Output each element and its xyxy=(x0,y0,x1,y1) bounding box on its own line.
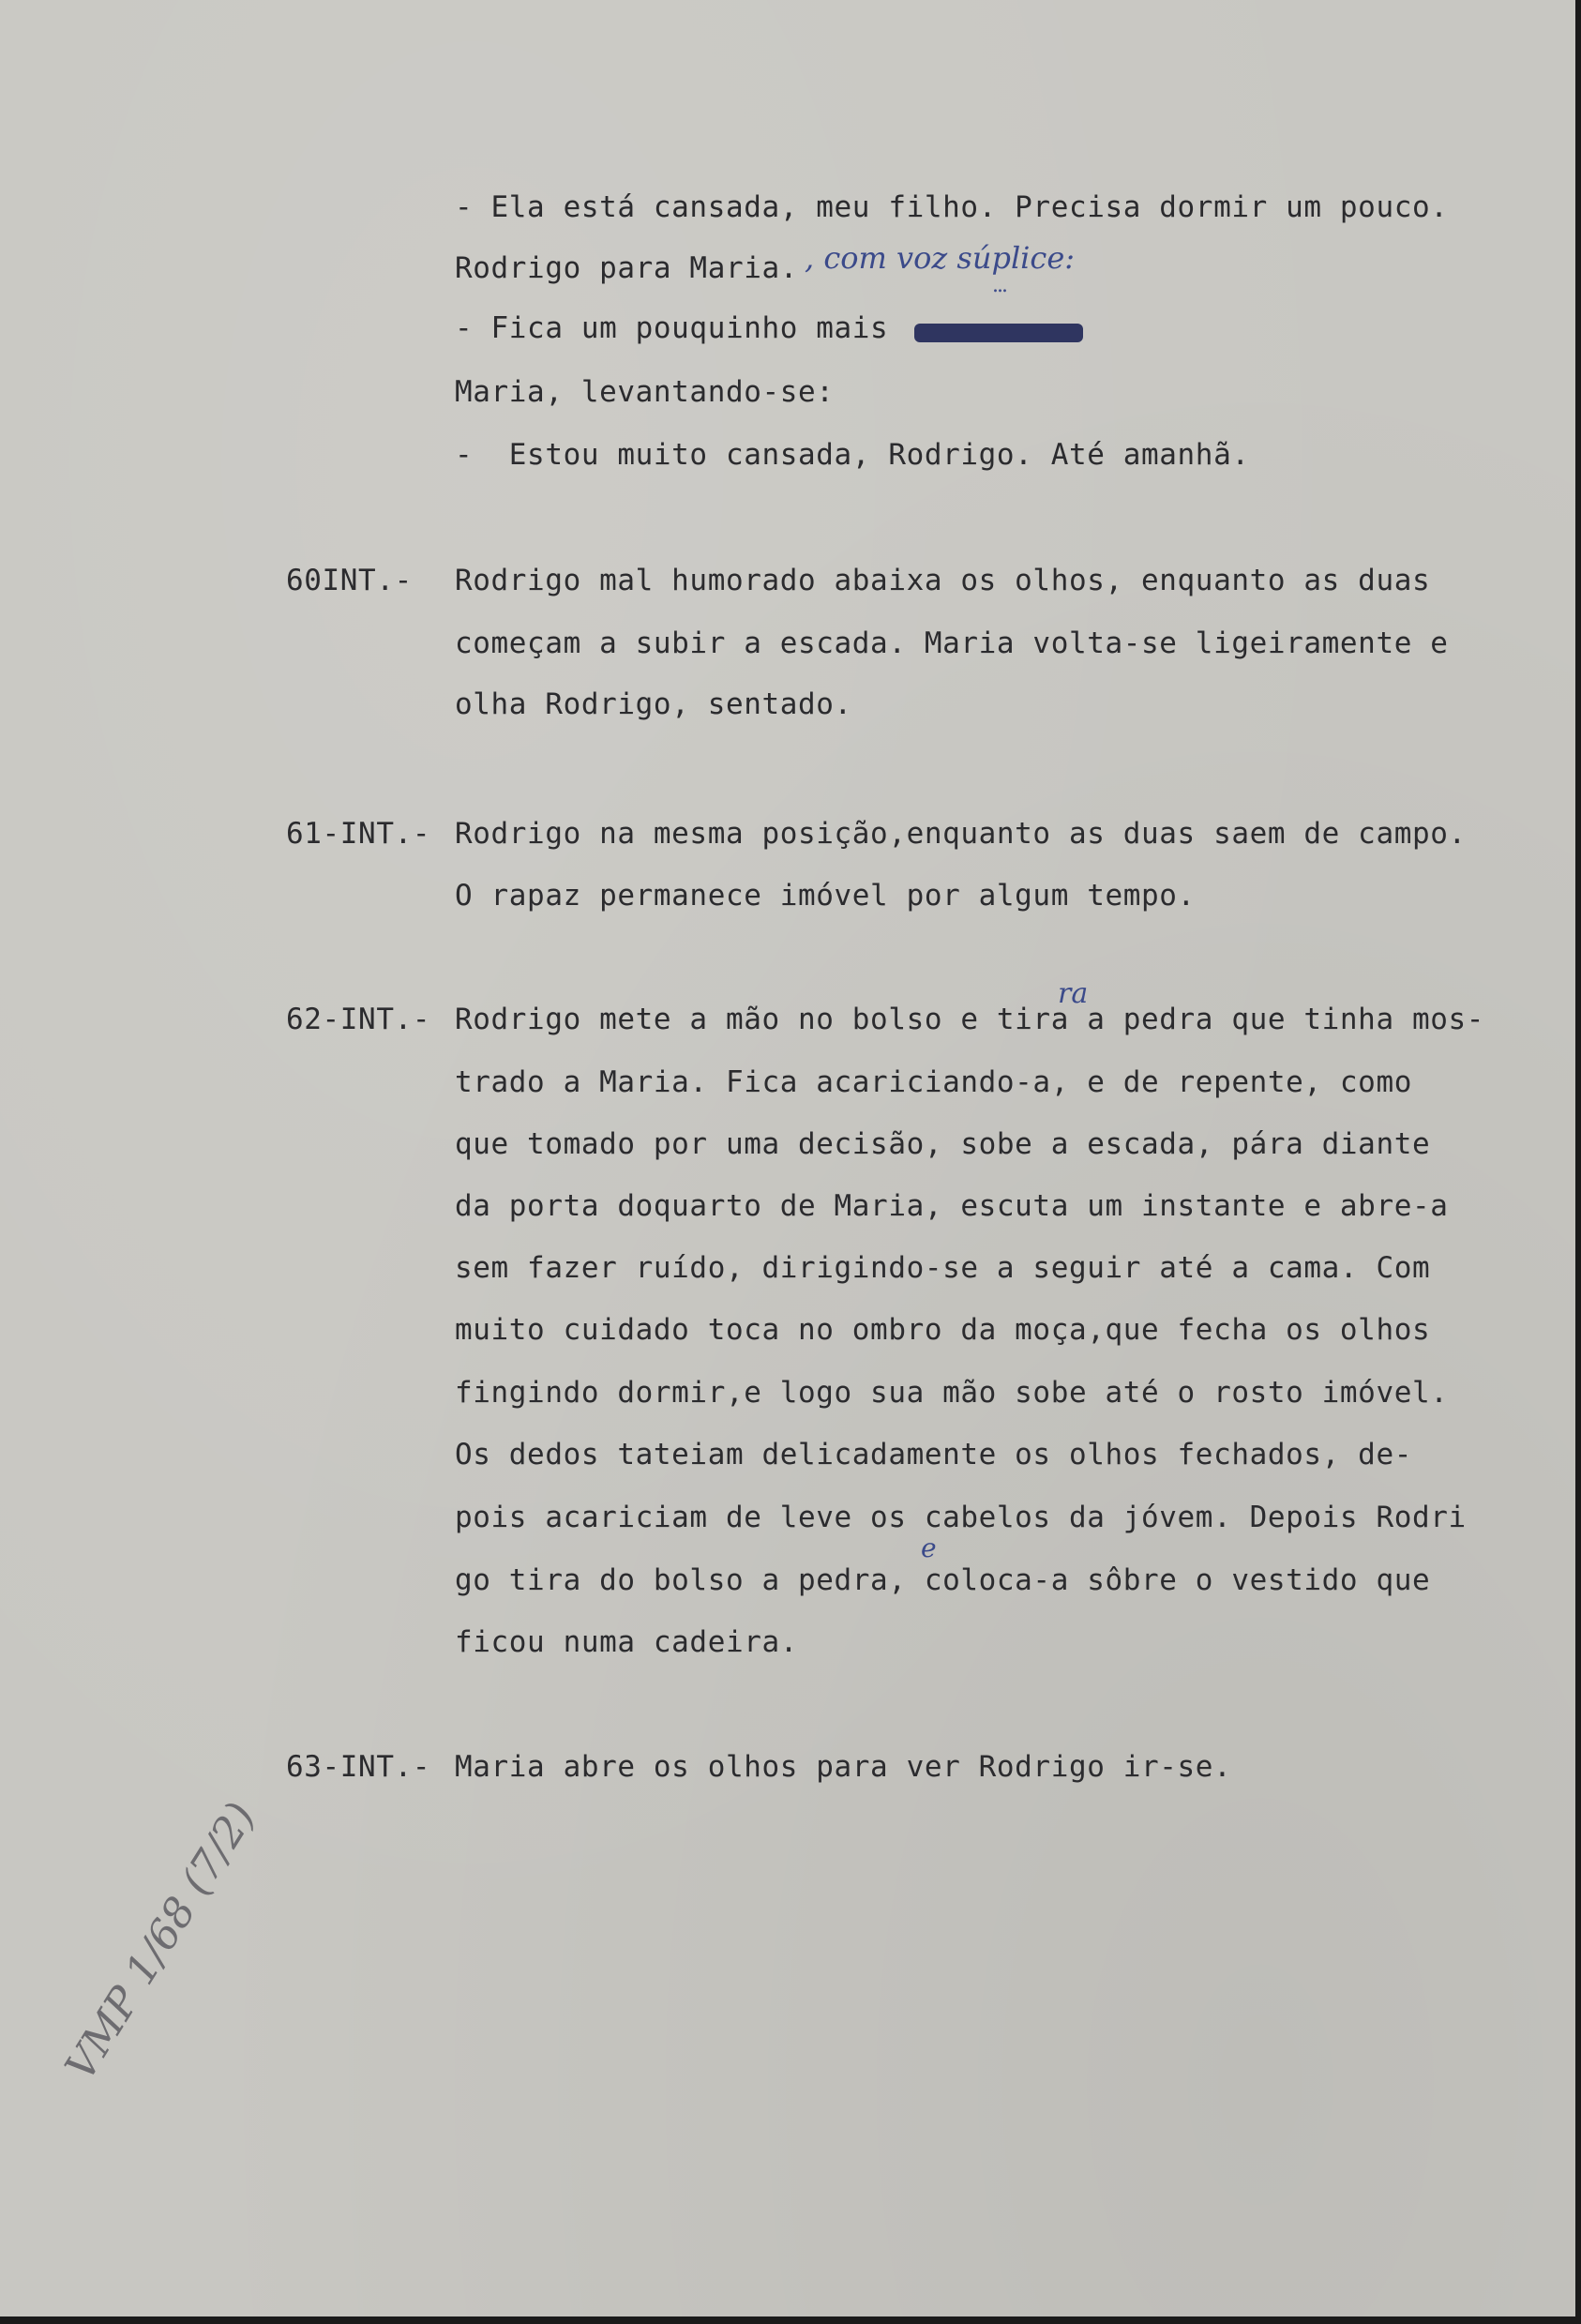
scene-text-line: Rodrigo mete a mão no bolso e tira a pedra que tinha mos- xyxy=(455,1003,1485,1036)
scene-text-line: olha Rodrigo, sentado. xyxy=(455,687,852,721)
scene-text-line: da porta doquarto de Maria, escuta um instante e abre-a xyxy=(455,1189,1449,1223)
scene-text-line: que tomado por uma decisão, sobe a escada, pára diante xyxy=(455,1127,1431,1161)
archive-pencil-mark: VMP 1/68 (7/2) xyxy=(56,1794,265,2090)
handwritten-voice-note: , com voz súplice: xyxy=(805,240,1076,276)
dialogue-line: - Ela está cansada, meu filho. Precisa dormir um pouco. xyxy=(455,190,1449,224)
scene-text-line: Os dedos tateiam delicadamente os olhos fechados, de- xyxy=(455,1438,1412,1471)
scene-text-line: ficou numa cadeira. xyxy=(455,1625,799,1659)
scene-text-line: pois acariciam de leve os cabelos da jóvem. Depois Rodri xyxy=(455,1501,1467,1534)
dialogue-line: - Estou muito cansada, Rodrigo. Até amanhã. xyxy=(455,438,1250,472)
scene-text-line: Maria abre os olhos para ver Rodrigo ir-se. xyxy=(455,1750,1232,1784)
scene-number: 63-INT.- xyxy=(286,1750,431,1784)
scene-text-line: fingindo dormir,e logo sua mão sobe até o rosto imóvel. xyxy=(455,1376,1449,1410)
scene-text-line: Rodrigo mal humorado abaixa os olhos, enquanto as duas xyxy=(455,564,1431,597)
crossed-out-word xyxy=(914,324,1083,342)
scene-number: 62-INT.- xyxy=(286,1003,431,1036)
scene-text-line: sem fazer ruído, dirigindo-se a seguir até a cama. Com xyxy=(455,1251,1431,1285)
dialogue-line: Rodrigo para Maria. xyxy=(455,251,799,285)
scene-text-line: começam a subir a escada. Maria volta-se ligeiramente e xyxy=(455,626,1449,660)
scene-text-line: muito cuidado toca no ombro da moça,que fecha os olhos xyxy=(455,1313,1431,1347)
scene-text-line: go tira do bolso a pedra, coloca-a sôbre o vestido que xyxy=(455,1563,1431,1597)
scene-text-line: Rodrigo na mesma posição,enquanto as duas saem de campo. xyxy=(455,817,1467,851)
dialogue-line: - Fica um pouquinho mais xyxy=(455,311,889,345)
scene-number: 60INT.- xyxy=(286,564,413,597)
handwritten-ellipsis: ... xyxy=(992,274,1006,297)
handwritten-insertion-ra: ra xyxy=(1058,977,1089,1010)
scene-text-line: O rapaz permanece imóvel por algum tempo. xyxy=(455,879,1196,913)
scene-text-line: trado a Maria. Fica acariciando-a, e de repente, como xyxy=(455,1065,1412,1099)
dialogue-line: Maria, levantando-se: xyxy=(455,375,835,409)
handwritten-insertion-e: e xyxy=(921,1532,937,1563)
scene-number: 61-INT.- xyxy=(286,817,431,851)
